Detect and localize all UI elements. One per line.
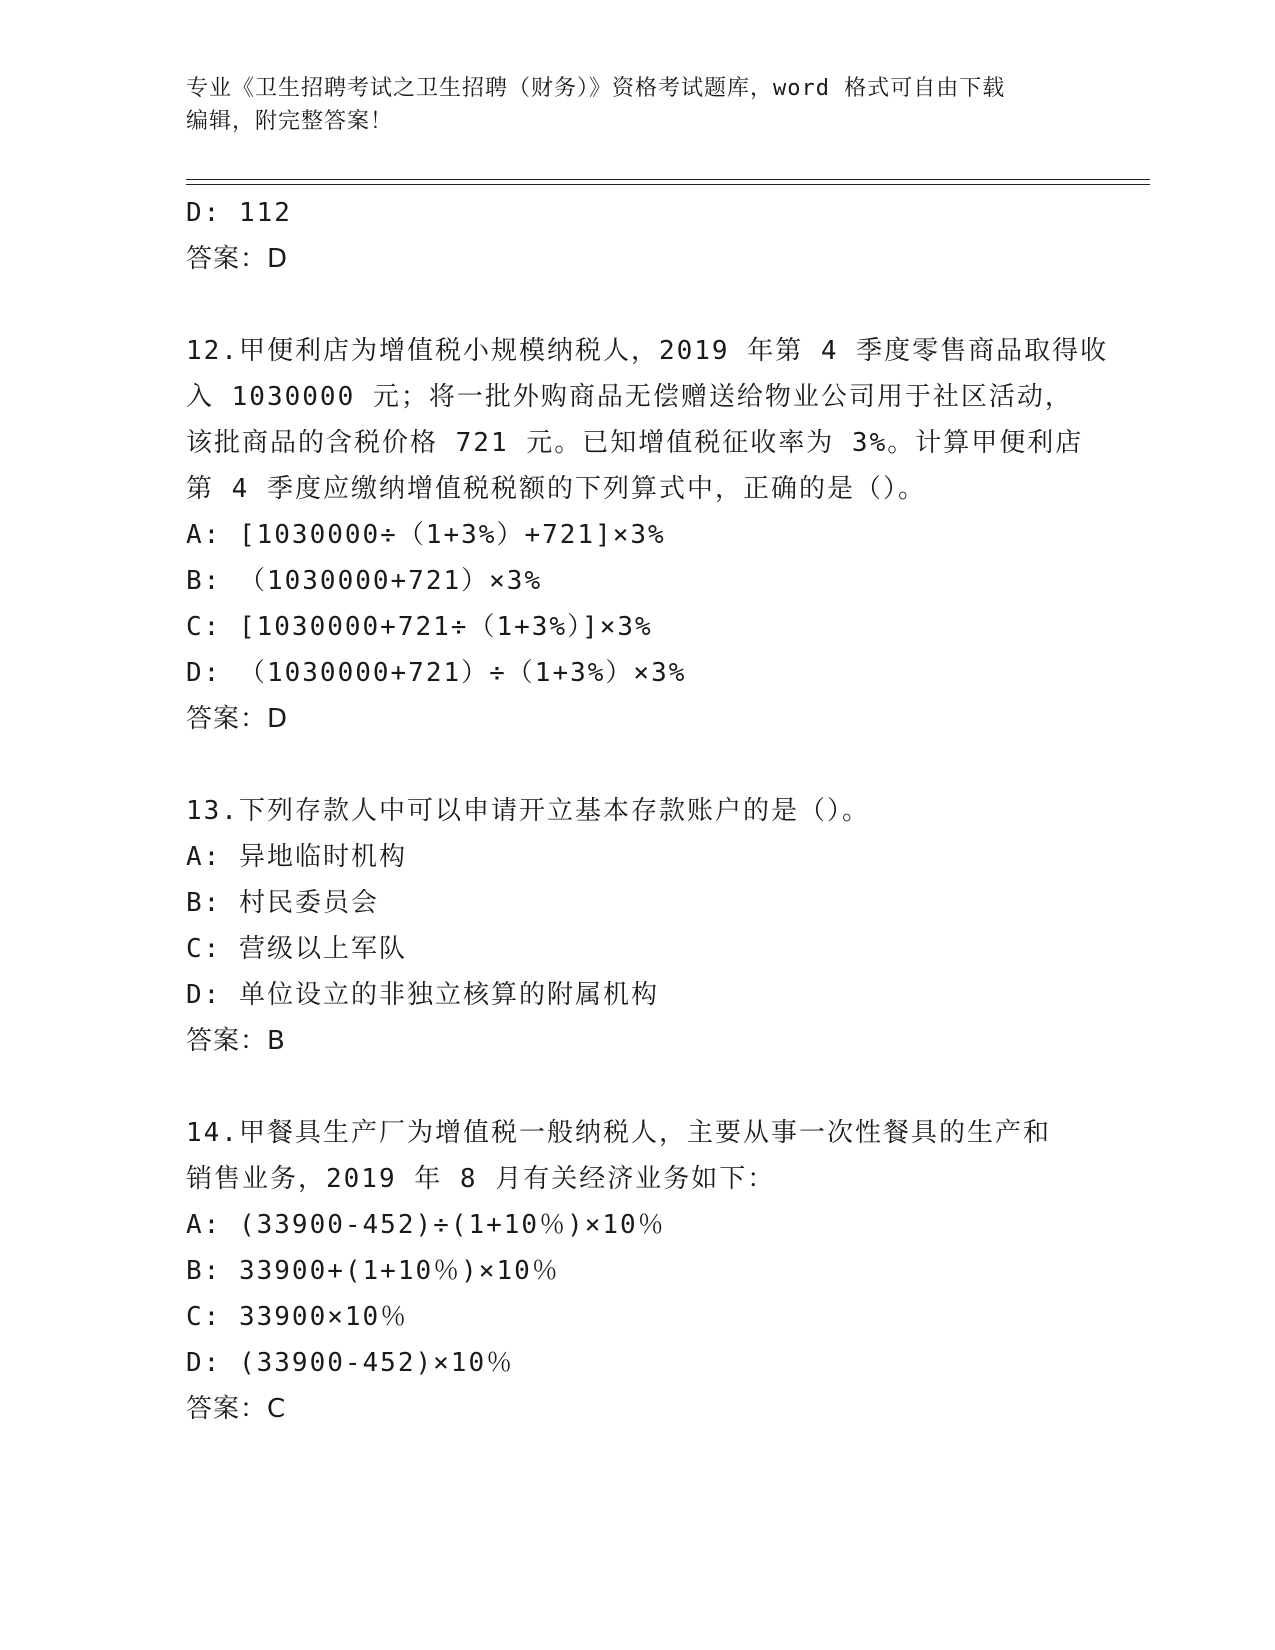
question-stem-line: 第 4 季度应缴纳增值税税额的下列算式中，正确的是（）。: [186, 474, 926, 504]
option-a: A: [1030000÷（1+3%）+721]×3%: [186, 520, 666, 550]
question-list: [186, 190, 1146, 1432]
option-d: D: (33900-452)×10％: [186, 1348, 515, 1378]
question-14: [186, 1110, 1146, 1432]
question-stem-line: 13.下列存款人中可以申请开立基本存款账户的是（）。: [186, 796, 870, 826]
spacer: [186, 282, 1146, 328]
question-stem-line: 12.甲便利店为增值税小规模纳税人，2019 年第 4 季度零售商品取得收: [186, 336, 1109, 366]
answer: 答案：B: [186, 1026, 286, 1056]
header-divider-bottom: [186, 184, 1150, 185]
option-a: A: 异地临时机构: [186, 842, 407, 872]
option-b: B: 村民委员会: [186, 888, 379, 918]
header-divider-top: [186, 179, 1150, 180]
option-d: D: 单位设立的非独立核算的附属机构: [186, 980, 659, 1010]
answer: 答案：D: [186, 704, 289, 734]
option-b: B: （1030000+721）×3%: [186, 566, 543, 596]
spacer: [186, 742, 1146, 788]
option-a: A: (33900-452)÷(1+10％)×10％: [186, 1210, 666, 1240]
prev-option-d: D: 112: [186, 198, 292, 228]
option-c: C: 33900×10％: [186, 1302, 409, 1332]
spacer: [186, 1064, 1146, 1110]
option-d: D: （1030000+721）÷（1+3%）×3%: [186, 658, 687, 688]
header-line-1: 专业《卫生招聘考试之卫生招聘（财务）》资格考试题库，word 格式可自由下载: [186, 76, 1006, 101]
document-header: [186, 72, 1086, 138]
option-c: C: [1030000+721÷（1+3%）]×3%: [186, 612, 653, 642]
question-stem-line: 销售业务，2019 年 8 月有关经济业务如下：: [186, 1164, 776, 1194]
option-b: B: 33900+(1+10％)×10％: [186, 1256, 560, 1286]
header-line-2: 编辑，附完整答案！: [186, 109, 394, 134]
question-stem-line: 该批商品的含税价格 721 元。已知增值税征收率为 3%。计算甲便利店: [186, 428, 1084, 458]
question-stem-line: 入 1030000 元；将一批外购商品无偿赠送给物业公司用于社区活动，: [186, 382, 1073, 412]
question-stem-line: 14.甲餐具生产厂为增值税一般纳税人，主要从事一次性餐具的生产和: [186, 1118, 1051, 1148]
prev-answer: 答案：D: [186, 244, 289, 274]
question-12: [186, 328, 1146, 742]
option-c: C: 营级以上军队: [186, 934, 407, 964]
answer: 答案：C: [186, 1394, 287, 1424]
question-13: [186, 788, 1146, 1064]
